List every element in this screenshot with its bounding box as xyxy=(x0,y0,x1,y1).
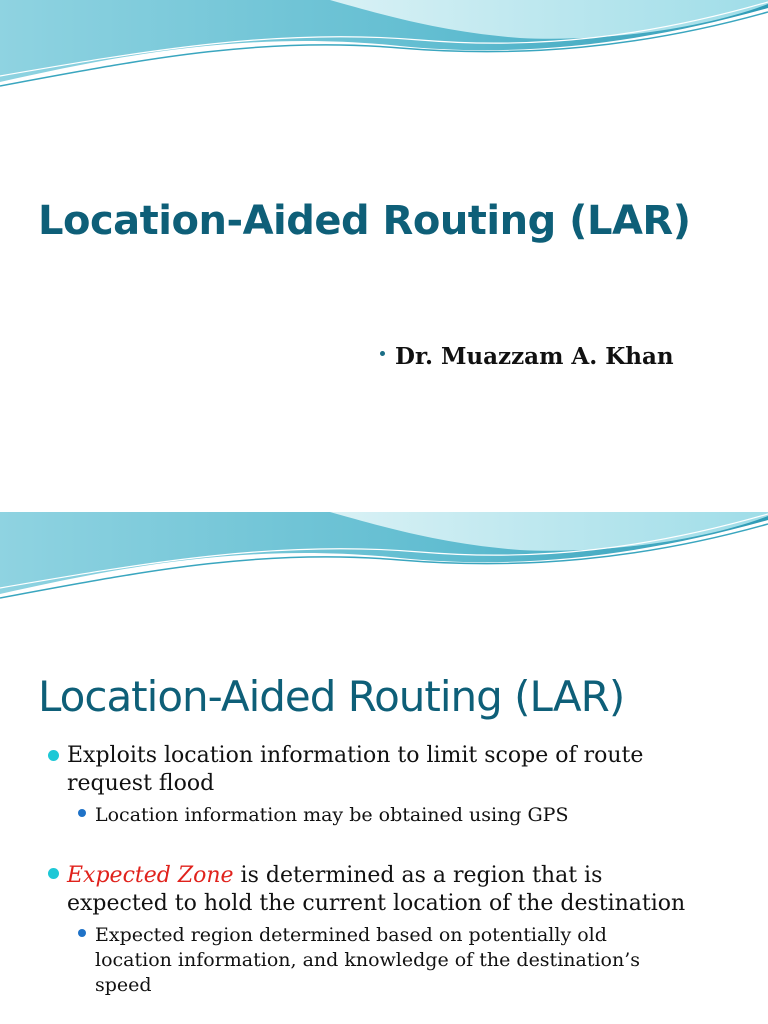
author-name: Dr. Muazzam A. Khan xyxy=(395,343,674,370)
header-swoosh-decoration xyxy=(0,512,768,622)
bullet-dot-icon xyxy=(380,351,385,356)
slide-title: Location-Aided Routing (LAR) xyxy=(38,198,691,244)
bullet-dot-icon xyxy=(48,868,59,879)
bullet-text-continued: expected to hold the current location of the destination xyxy=(67,891,686,916)
sub-bullet-dot-icon xyxy=(78,809,86,817)
emphasized-term: Expected Zone xyxy=(67,863,234,888)
bullet-text-rest: is determined as a region that is xyxy=(233,863,603,888)
header-swoosh-decoration xyxy=(0,0,768,110)
bullet-text xyxy=(67,862,602,890)
sub-bullet-text: Expected region determined based on potentially old xyxy=(95,924,607,946)
sub-bullet-text-continued: speed xyxy=(95,974,152,996)
bullet-text-continued: request flood xyxy=(67,771,215,796)
sub-bullet-text-continued: location information, and knowledge of the destination’s xyxy=(95,949,641,971)
sub-bullet-text: Location information may be obtained using GPS xyxy=(95,804,569,826)
sub-bullet-dot-icon xyxy=(78,929,86,937)
bullet-dot-icon xyxy=(48,750,59,761)
slide-title: Location-Aided Routing (LAR) xyxy=(38,672,625,721)
content-slide xyxy=(0,512,768,1024)
bullet-text: Exploits location information to limit scope of route xyxy=(67,743,644,768)
